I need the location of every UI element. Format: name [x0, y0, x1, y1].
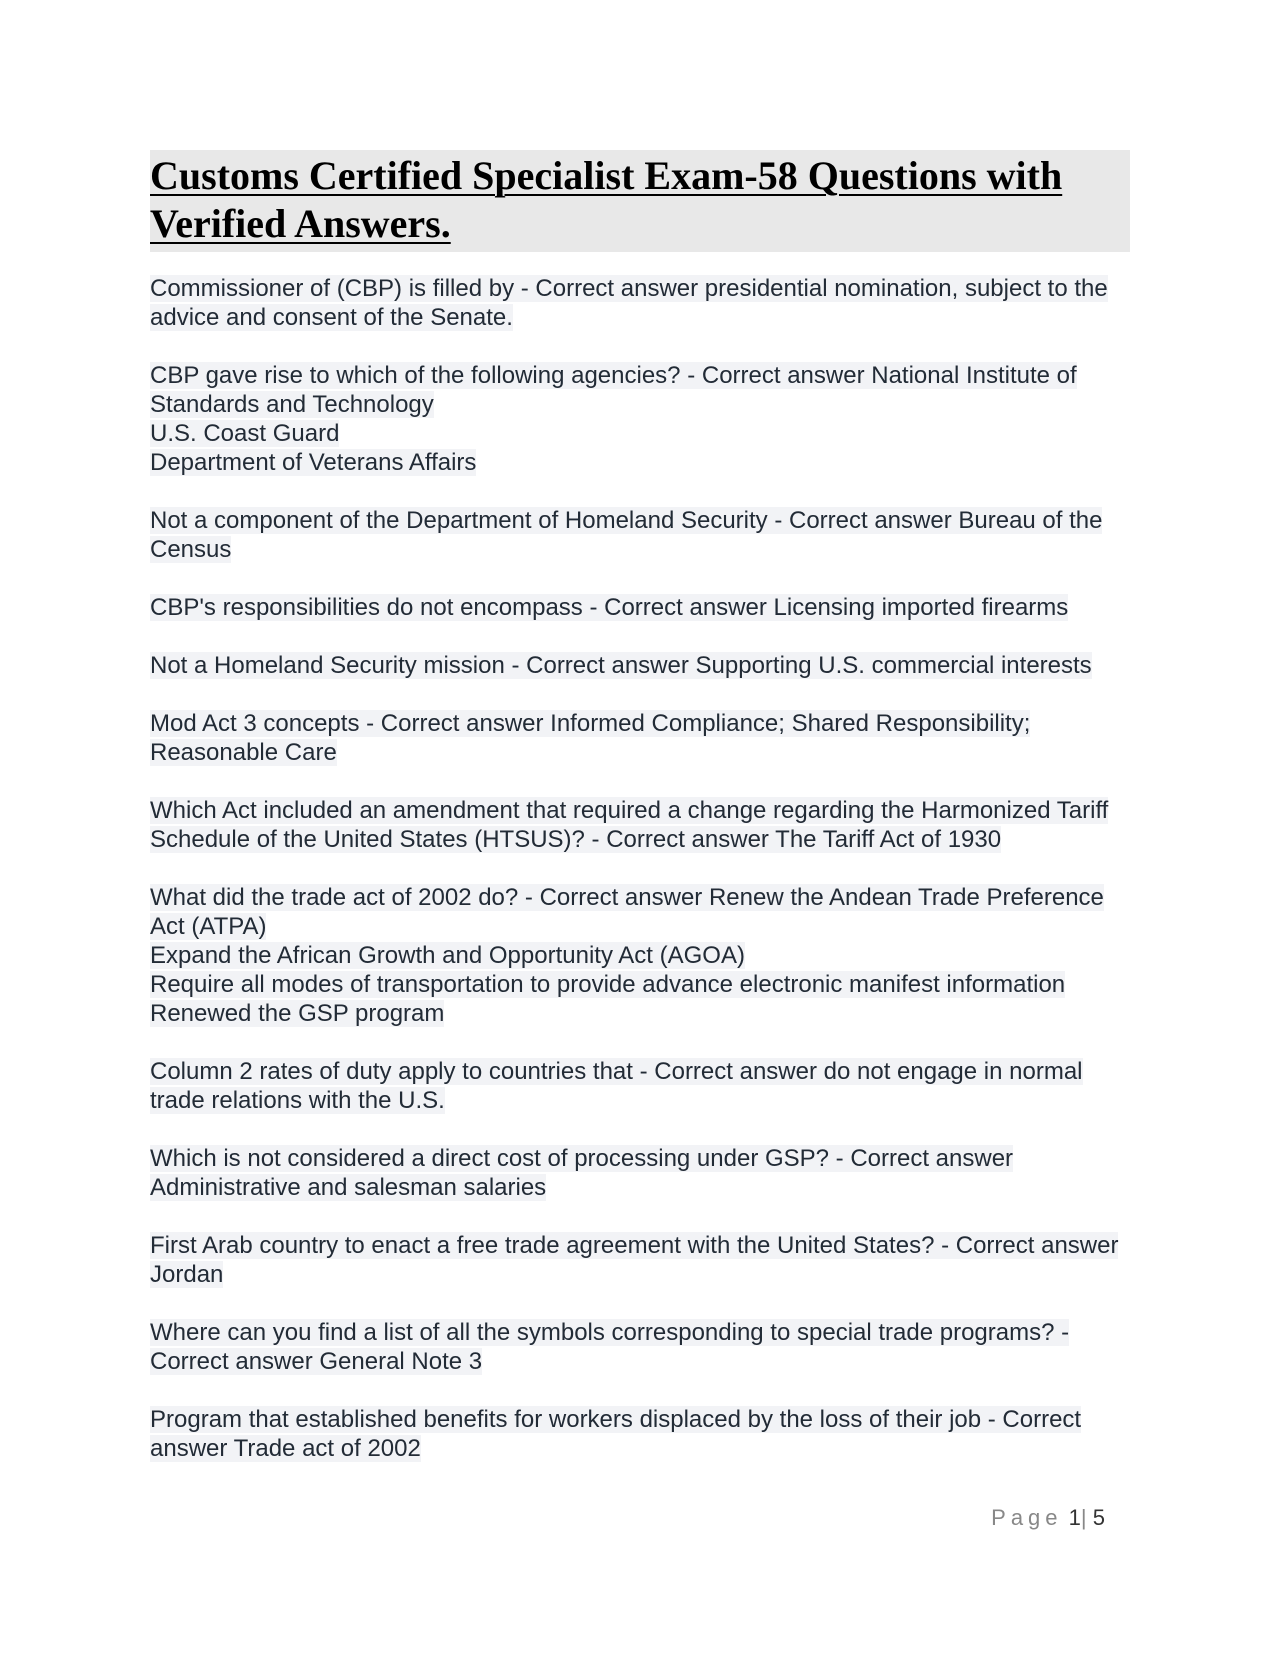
qa-line: First Arab country to enact a free trade agreement with the United States? - Correct answer Jordan: [150, 1232, 1119, 1288]
qa-item: [150, 506, 1130, 564]
qa-line: Require all modes of transportation to provide advance electronic manifest information: [150, 971, 1066, 998]
qa-line: Mod Act 3 concepts - Correct answer Informed Compliance; Shared Responsibility; Reasonable Care: [150, 710, 1031, 766]
qa-line: Department of Veterans Affairs: [150, 449, 477, 476]
qa-line: CBP gave rise to which of the following agencies? - Correct answer National Institute of Standards and Technology: [150, 362, 1077, 418]
qa-item: [150, 593, 1130, 622]
page-separator: |: [1080, 1505, 1087, 1530]
qa-line: Which Act included an amendment that required a change regarding the Harmonized Tariff Schedule of the United States (HTSUS)? - Correct answer The Tariff Act of 1930: [150, 797, 1109, 853]
qa-line: What did the trade act of 2002 do? - Correct answer Renew the Andean Trade Preference Act (ATPA): [150, 884, 1104, 940]
qa-item: [150, 1057, 1130, 1115]
qa-line: U.S. Coast Guard: [150, 420, 340, 447]
qa-line: Which is not considered a direct cost of processing under GSP? - Correct answer Administrative and salesman salaries: [150, 1145, 1014, 1201]
page-label: Page: [991, 1505, 1063, 1530]
qa-item: [150, 1144, 1130, 1202]
qa-line: Program that established benefits for workers displaced by the loss of their job - Correct answer Trade act of 2002: [150, 1406, 1082, 1462]
qa-line: Not a component of the Department of Homeland Security - Correct answer Bureau of the Census: [150, 507, 1103, 563]
total-pages-number: 5: [1092, 1505, 1105, 1530]
page-footer: [991, 1505, 1105, 1531]
qa-line: Column 2 rates of duty apply to countries that - Correct answer do not engage in normal trade relations with the U.S.: [150, 1058, 1083, 1114]
qa-line: Not a Homeland Security mission - Correct answer Supporting U.S. commercial interests: [150, 652, 1092, 679]
qa-item: [150, 883, 1130, 1028]
qa-item: [150, 651, 1130, 680]
qa-line: Renewed the GSP program: [150, 1000, 445, 1027]
qa-line: Expand the African Growth and Opportunity Act (AGOA): [150, 942, 745, 969]
qa-item: [150, 274, 1130, 332]
document-title: Customs Certified Specialist Exam-58 Questions with Verified Answers.: [150, 153, 1063, 246]
current-page-number: 1: [1068, 1505, 1081, 1530]
qa-list: [150, 274, 1130, 1463]
document-page: [150, 150, 1130, 1492]
qa-item: [150, 796, 1130, 854]
qa-line: Commissioner of (CBP) is filled by - Correct answer presidential nomination, subject to the advice and consent of the Senate.: [150, 275, 1108, 331]
title-block: [150, 150, 1130, 252]
qa-line: CBP's responsibilities do not encompass - Correct answer Licensing imported firearms: [150, 594, 1069, 621]
qa-item: [150, 709, 1130, 767]
qa-item: [150, 1405, 1130, 1463]
qa-item: [150, 361, 1130, 477]
qa-item: [150, 1318, 1130, 1376]
qa-item: [150, 1231, 1130, 1289]
qa-line: Where can you find a list of all the symbols corresponding to special trade programs? - Correct answer General Note 3: [150, 1319, 1070, 1375]
